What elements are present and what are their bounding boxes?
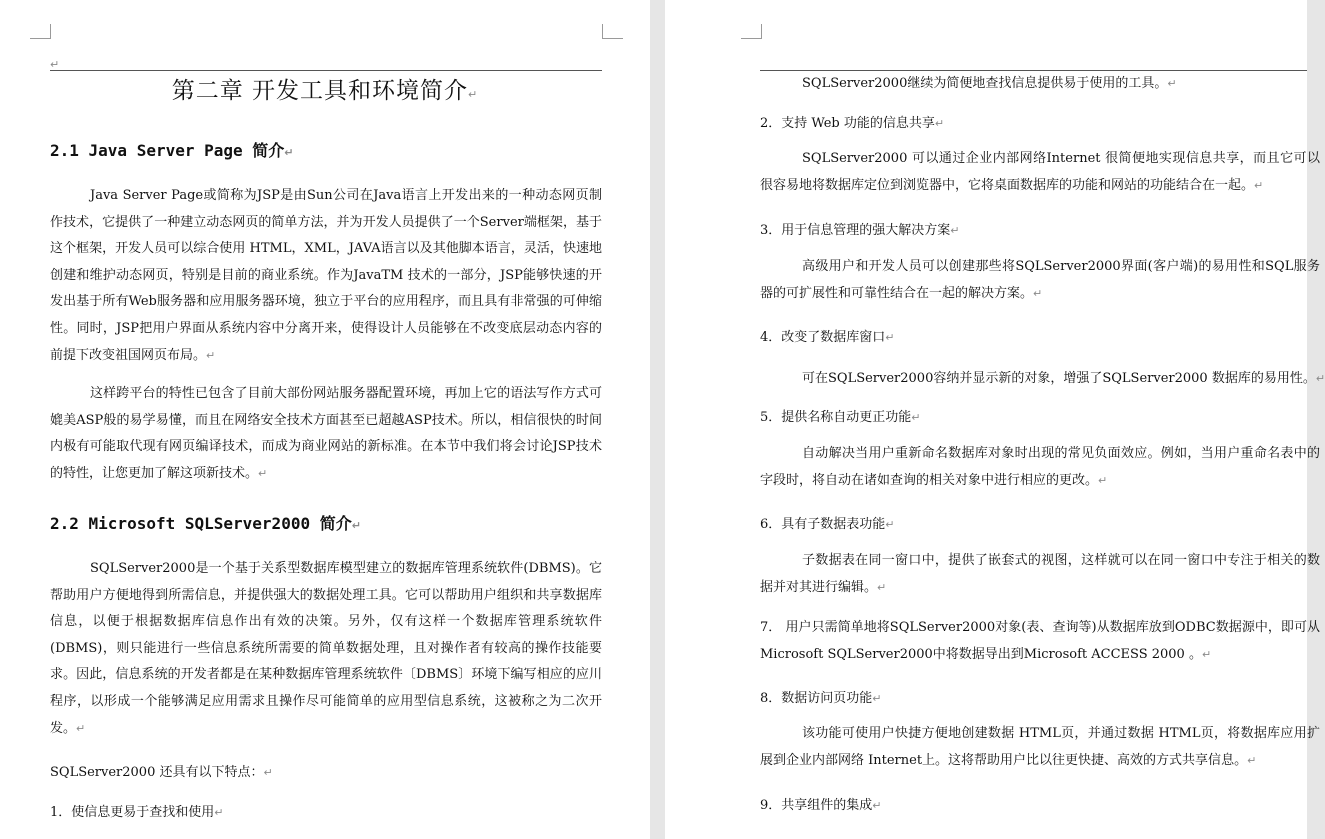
paragraph-text: 高级用户和开发人员可以创建那些将SQLServer2000界面(客户端)的易用性和SQL服务器的可扩展性和可靠性结合在一起的解决方案。 [760,259,1320,301]
paragraph-mark: ↵ [1315,372,1325,385]
paragraph-mark: ↵ [911,411,921,424]
paragraph-mark: ↵ [1098,473,1108,487]
feature-1-text [802,72,1177,91]
paragraph-text: SQLServer2000是一个基于关系型数据库模型建立的数据库管理系统软件(DBMS)。它帮助用户方便地得到所需信息，并提供强大的数据处理工具。它可以帮助用户组织和共享数据库信息，以便于根据数据库信息作出有效的决策。另外，仅有这样一个数据库管理系统软件(DBMS)，则只能进行一些信息系统所需要的简单数据处理，且对操作者有较高的操作技能要求。因此，信息系统的开发者都是在某种数据库管理系统软件〔DBMS〕环境下编写相应的应川程序，以形成一个能够满足应用需求且操作尽可能简单的应用型信息系统，这被称之为二次开发。 [50,561,602,736]
feature-title-text: 3．用于信息管理的强大解决方案 [760,223,951,238]
feature-3-title [760,219,960,238]
feature-6-text [760,548,1320,601]
paragraph-mark: ↵ [258,466,268,480]
feature-4-title [760,326,895,345]
feature-title-text: 1．使信息更易于查找和使用 [50,805,215,820]
paragraph-mark: ↵ [263,766,273,779]
paragraph-mark: ↵ [351,519,361,532]
paragraph-text: 这样跨平台的特性已包含了目前大部份网站服务器配置环境，再加上它的语法写作方式可媲美ASP般的易学易懂，而且在网络安全技术方面甚至已超越ASP技术。所以，相信很快的时间内极有可能取代现有网页编译技术，而成为商业网站的新标准。在本节中我们将会讨论JSP技术的特性，让您更加了解这项新技术。 [50,386,602,481]
paragraph-mark: ↵ [934,117,945,130]
feature-5-title [760,406,921,425]
margin-corner-top-left [30,24,51,39]
feature-title-text: 5．提供名称自动更正功能 [760,410,912,425]
feature-4-text [802,367,1325,386]
feature-6-title [760,513,895,532]
features-intro [50,761,273,780]
header-rule [50,70,602,71]
paragraph-mark: ↵ [1247,753,1257,767]
feature-title-text: 2．支持 Web 功能的信息共享 [760,116,935,131]
margin-corner-top-right [602,24,623,39]
paragraph-mark: ↵ [950,224,960,237]
section-heading-sqlserver [50,511,361,534]
paragraph-text: SQLServer2000 可以通过企业内部网络Internet 很简便地实现信息共享，而且它可以很容易地将数据库定位到浏览器中，它将桌面数据库的功能和网站的功能结合在一起。 [760,151,1320,193]
document-page-left [0,0,650,839]
feature-title-text: 6．具有子数据表功能 [760,517,886,532]
paragraph-text: SQLServer2000继续为简便地查找信息提供易于使用的工具。 [802,76,1168,91]
feature-8-text [760,721,1320,774]
section-heading-text: 2.1 Java Server Page 简介 [50,141,285,160]
paragraph-text: 可在SQLServer2000容纳并显示新的对象，增强了SQLServer2000 数据库的易用性。 [802,371,1316,386]
paragraph-mark: ↵ [1167,77,1177,90]
paragraph-mark: ↵ [885,518,895,531]
feature-7-text [760,615,1320,668]
features-intro-text: SQLServer2000 还具有以下特点： [50,765,264,780]
paragraph-mark: ↵ [1201,647,1212,661]
paragraph-mark: ↵ [76,721,86,735]
paragraph-mark: ↵ [206,348,216,362]
paragraph-mark: ↵ [214,806,224,819]
feature-1-title [50,801,224,820]
feature-5-text [760,441,1320,494]
paragraph-mark: ↵ [468,88,479,101]
paragraph-mark: ↵ [1033,286,1043,300]
chapter-title [0,72,650,105]
document-page-right [665,0,1325,839]
feature-2-text [760,146,1320,199]
paragraph-text: 自动解决当用户重新命名数据库对象时出现的常见负面效应。例如，当用户重命名表中的字段时，将自动在诸如查询的相关对象中进行相应的更改。 [760,446,1320,488]
feature-2-title [760,112,944,131]
jsp-paragraph-2 [50,381,602,487]
chapter-title-text: 第二章 开发工具和环境简介 [171,78,469,104]
paragraph-text: 7． 用户只需简单地将SQLServer2000对象(表、查询等)从数据库放到ODBC数据源中，即可从Microsoft SQLServer2000中将数据导出到Microsoft ACCESS 2000 。 [760,620,1320,662]
paragraph-mark: ↵ [284,146,294,159]
jsp-paragraph-1 [50,183,602,369]
feature-3-text [760,254,1320,307]
section-heading-jsp [50,138,294,161]
feature-title-text: 8．数据访问页功能 [760,691,873,706]
paragraph-mark: ↵ [1254,178,1264,192]
paragraph-mark: ↵ [885,331,895,344]
feature-8-title [760,687,882,706]
paragraph-mark: ↵ [872,692,882,705]
paragraph-text: 子数据表在同一窗口中，提供了嵌套式的视图，这样就可以在同一窗口中专注于相关的数据并对其进行编辑。 [760,553,1320,595]
sqlserver-paragraph-1 [50,556,602,742]
section-heading-text: 2.2 Microsoft SQLServer2000 简介 [50,514,352,533]
feature-title-text: 9．共享组件的集成 [760,798,873,813]
paragraph-mark: ↵ [872,799,882,812]
paragraph-text: 该功能可使用户快捷方便地创建数据 HTML页，并通过数据 HTML页，将数据库应用扩展到企业内部网络 Internet上。这将帮助用户比以往更快捷、高效的方式共享信息。 [760,726,1320,768]
feature-title-text: 4．改变了数据库窗口 [760,330,886,345]
paragraph-text: Java Server Page或简称为JSP是由Sun公司在Java语言上开发出来的一种动态网页制作技术，它提供了一种建立动态网页的简单方法，并为开发人员提供了一个Server端框架，基于这个框架，开发人员可以综合使用 HTML，XML，JAVA语言以及其他脚本语言，灵活，快速地创建和维护动态网页，特别是目前的商业系统。作为JavaTM 技术的一部分，JSP能够快速的开发出基于所有Web服务器和应用服务器环境，独立于平台的应用程序，而且具有非常强的可伸缩性。同时，JSP把用户界面从系统内容中分离开来，使得设计人员能够在不改变底层动态内容的前提下改变祖国网页布局。 [50,188,602,363]
paragraph-mark: ↵ [877,580,887,594]
feature-9-title [760,794,882,813]
header-paragraph-mark: ↵ [50,58,60,71]
margin-corner-top-left [741,24,762,39]
header-rule [760,70,1307,71]
